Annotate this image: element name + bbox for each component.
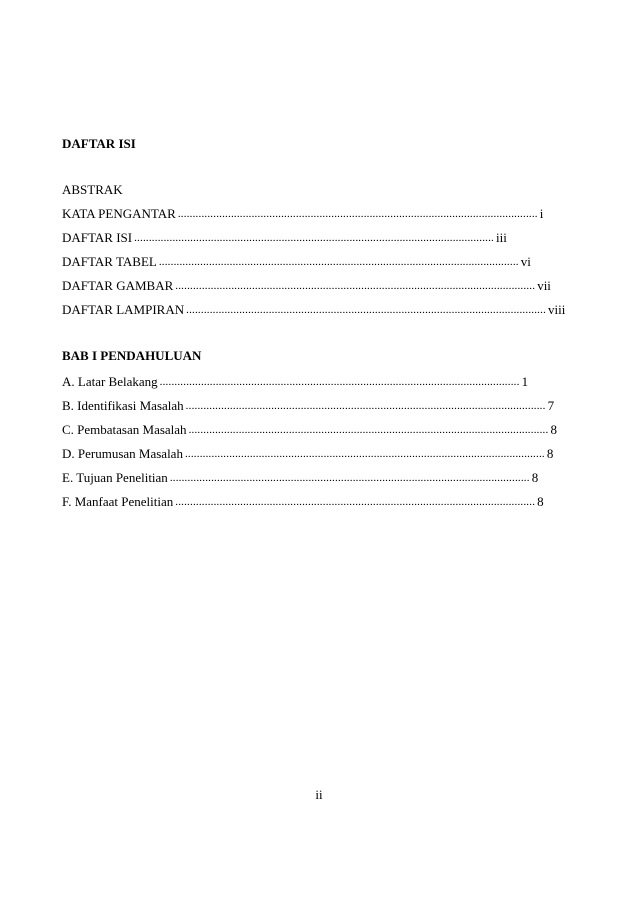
page-number: ii <box>315 787 323 802</box>
toc-entry <box>62 470 539 486</box>
toc-leader-dots: .......................................................................................................................... <box>177 208 538 220</box>
toc-entry-label: DAFTAR TABEL <box>62 254 157 269</box>
toc-entry-page: viii <box>548 302 566 317</box>
toc-entry-page: 7 <box>547 398 555 413</box>
toc-entry-label: DAFTAR LAMPIRAN <box>62 302 185 317</box>
toc-entry <box>62 446 554 462</box>
toc-entry <box>62 254 531 270</box>
toc-entry-page: vii <box>537 278 551 293</box>
toc-entry-page: i <box>539 206 544 221</box>
toc-leader-dots: .......................................................................................................................... <box>184 448 545 460</box>
toc-entry-label: F. Manfaat Penelitian <box>62 494 174 509</box>
toc-leader-dots: .......................................................................................................................... <box>134 232 495 244</box>
toc-entry-label: D. Perumusan Masalah <box>62 446 183 461</box>
toc-entry <box>62 230 507 246</box>
toc-entry <box>62 374 529 390</box>
toc-leader-dots: .......................................................................................................................... <box>175 496 536 508</box>
toc-entry-label: DAFTAR GAMBAR <box>62 278 174 293</box>
toc-entry <box>62 398 555 414</box>
toc-entry-page: 8 <box>546 446 554 461</box>
chapter-title: BAB I PENDAHULUAN <box>62 348 202 363</box>
toc-leader-dots: .......................................................................................................................... <box>169 472 530 484</box>
toc-entry <box>62 422 557 438</box>
toc-entry-page: vi <box>520 254 531 269</box>
toc-leader-dots: .......................................................................................................................... <box>186 304 547 316</box>
toc-entry-label: C. Pembatasan Masalah <box>62 422 187 437</box>
toc-entry <box>62 494 544 510</box>
toc-entry-label: B. Identifikasi Masalah <box>62 398 184 413</box>
toc-entry-page: 8 <box>531 470 539 485</box>
toc-leader-dots: .......................................................................................................................... <box>158 256 519 268</box>
toc-abstract: ABSTRAK <box>62 182 123 197</box>
toc-leader-dots: .......................................................................................................................... <box>185 400 546 412</box>
toc-entry-label: A. Latar Belakang <box>62 374 158 389</box>
toc-entry <box>62 206 544 222</box>
toc-entry-page: iii <box>496 230 507 245</box>
toc-entry-label: DAFTAR ISI <box>62 230 133 245</box>
toc-title: DAFTAR ISI <box>62 136 136 151</box>
toc-entry-label: KATA PENGANTAR <box>62 206 176 221</box>
toc-entry-label: E. Tujuan Penelitian <box>62 470 168 485</box>
toc-leader-dots: .......................................................................................................................... <box>188 424 549 436</box>
toc-leader-dots: .......................................................................................................................... <box>175 280 536 292</box>
toc-entry-page: 8 <box>550 422 557 437</box>
toc-entry <box>62 278 551 294</box>
toc-entry-page: 1 <box>521 374 529 389</box>
toc-entry-page: 8 <box>537 494 544 509</box>
toc-leader-dots: .......................................................................................................................... <box>159 376 520 388</box>
toc-entry <box>62 302 566 318</box>
